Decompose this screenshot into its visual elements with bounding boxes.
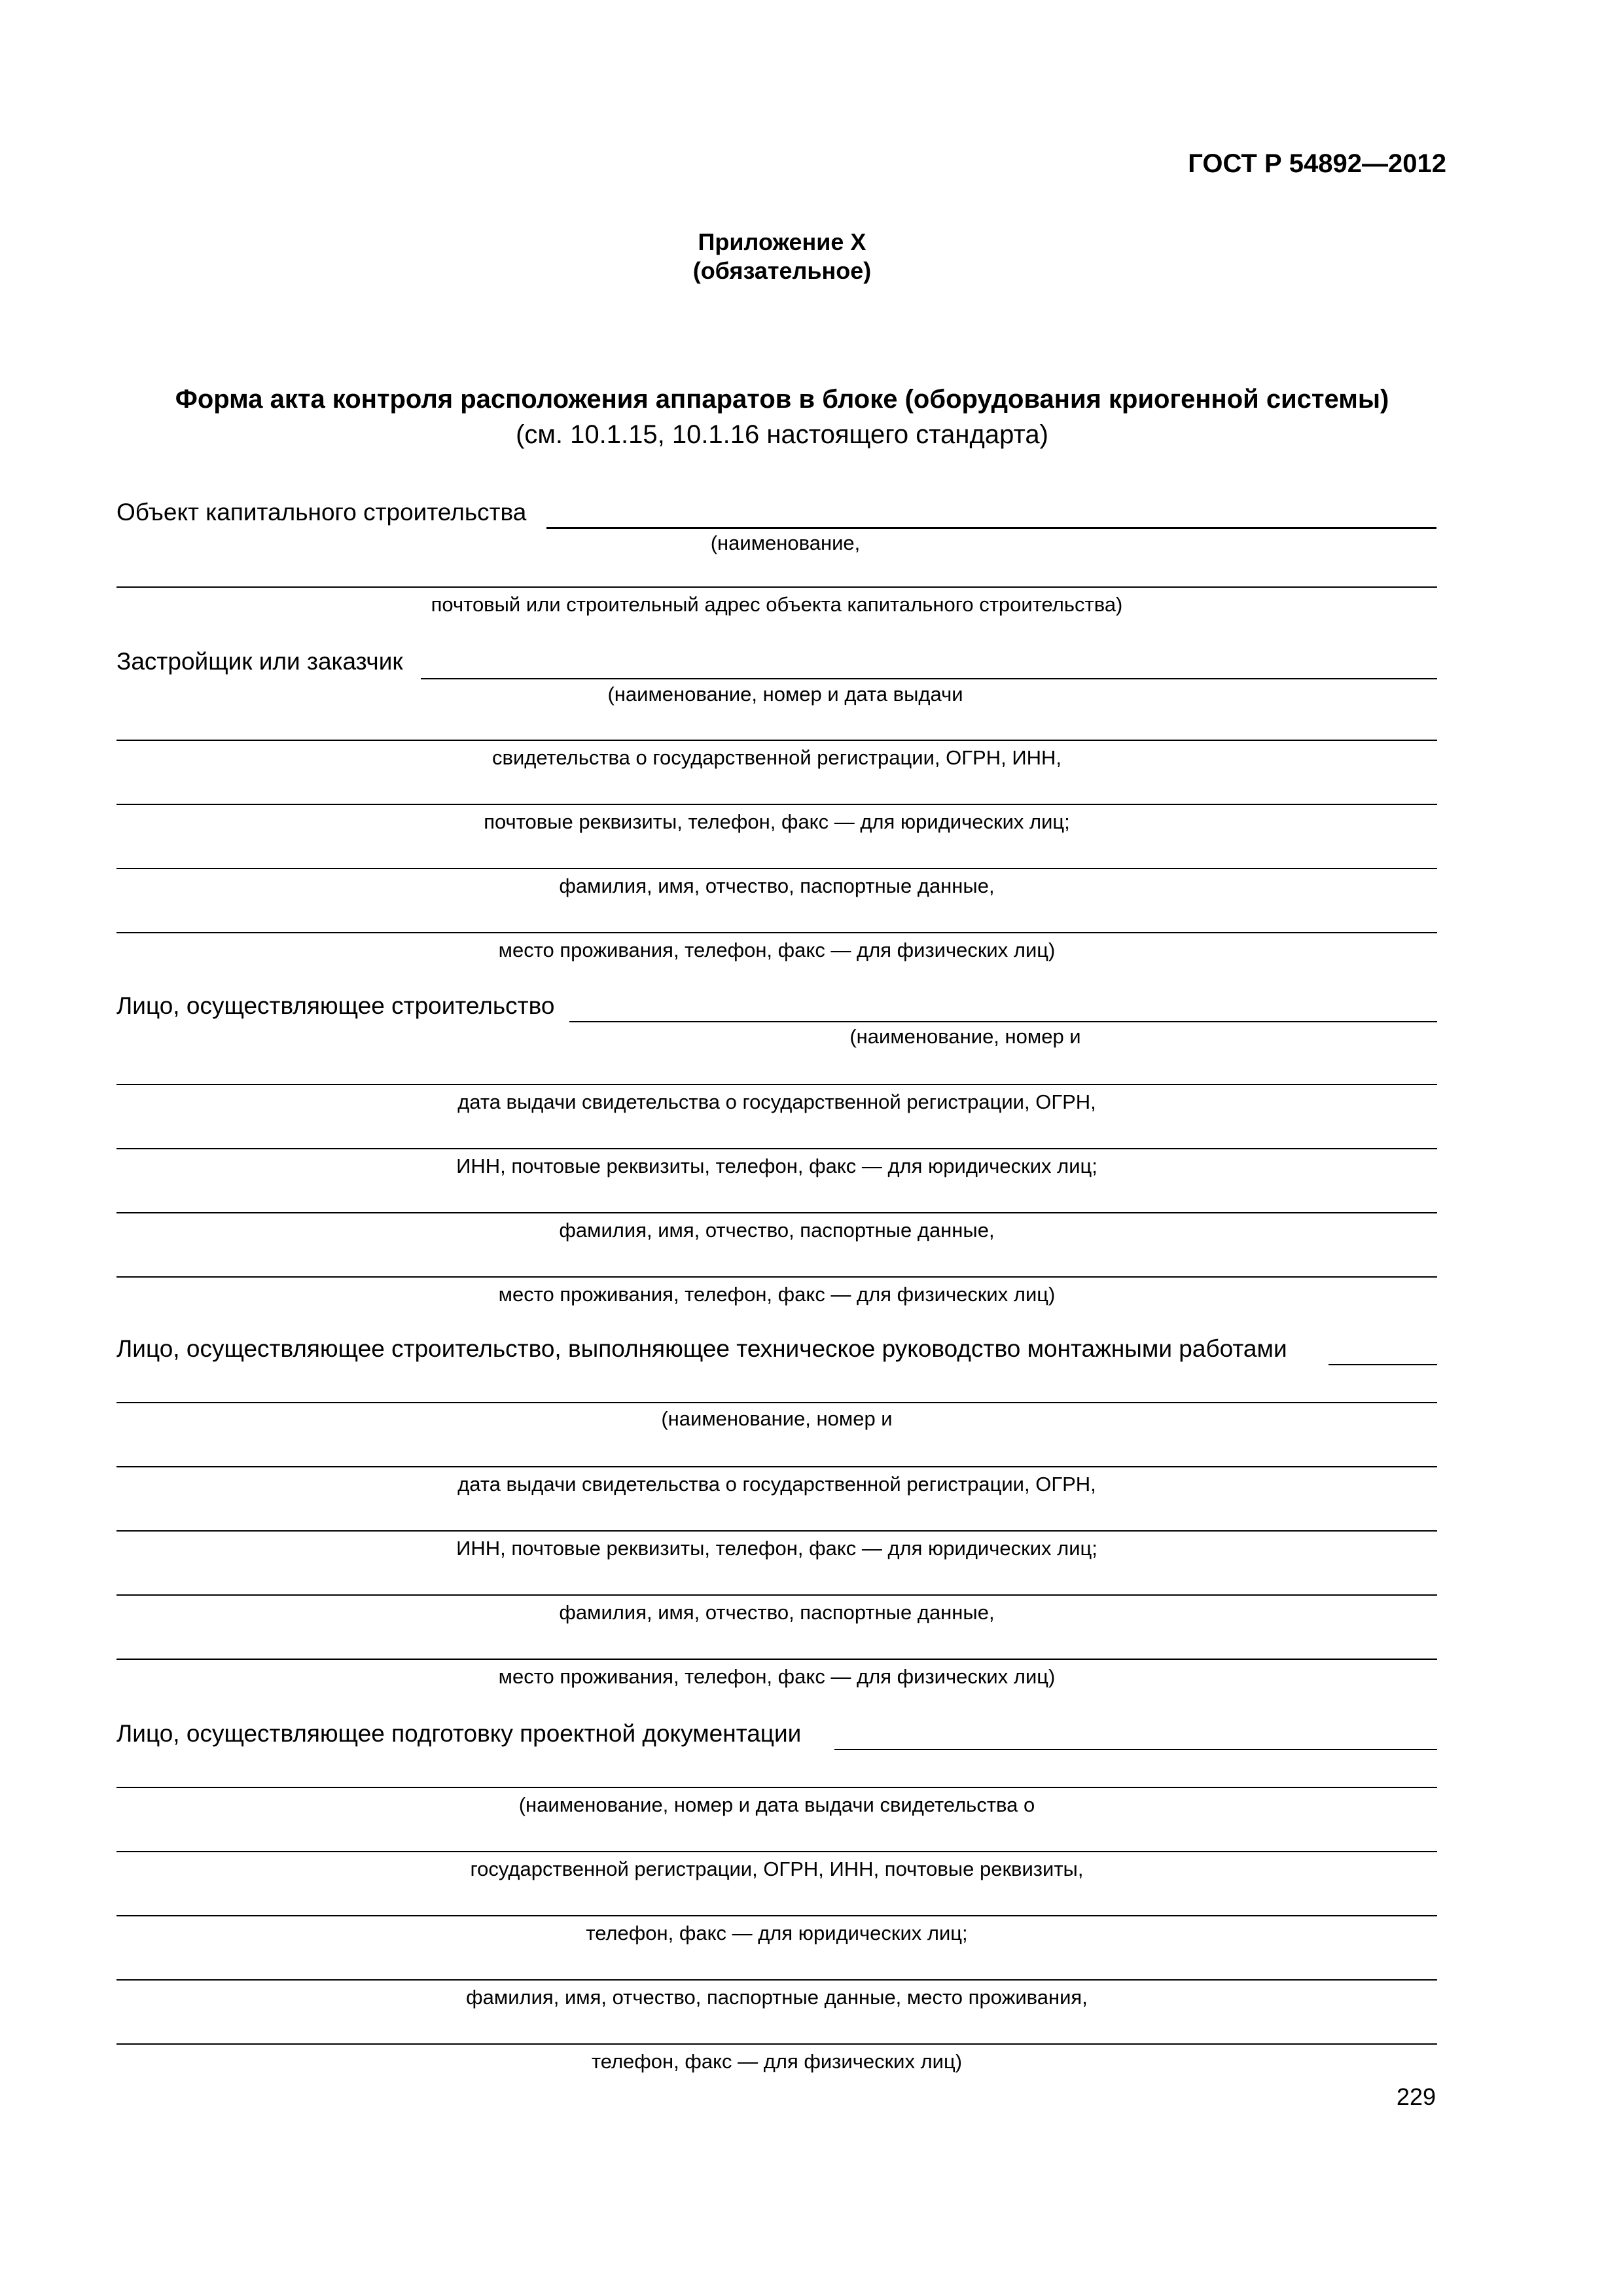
developer-caption-4: фамилия, имя, отчество, паспортные данные, [559, 874, 995, 897]
appendix-status: (обязательное) [692, 257, 872, 284]
builder-input-line-4[interactable] [116, 1212, 1437, 1213]
supervisor-input-line-6[interactable] [116, 1659, 1437, 1660]
object-caption-1: (наименование, [710, 531, 861, 554]
form-subtitle: (см. 10.1.15, 10.1.16 настоящего стандарта) [516, 420, 1048, 449]
designer-caption-1: (наименование, номер и дата выдачи свидетельства о [518, 1793, 1035, 1816]
builder-input-line-2[interactable] [116, 1084, 1437, 1085]
designer-input-line-4[interactable] [116, 1915, 1437, 1916]
developer-caption-3: почтовые реквизиты, телефон, факс — для юридических лиц; [484, 810, 1070, 833]
designer-label: Лицо, осуществляющее подготовку проектной документации [116, 1720, 802, 1747]
supervisor-caption-2: дата выдачи свидетельства о государственной регистрации, ОГРН, [457, 1473, 1096, 1496]
supervisor-input-line[interactable] [1329, 1364, 1437, 1365]
builder-input-line-5[interactable] [116, 1276, 1437, 1278]
developer-caption-2: свидетельства о государственной регистрации, ОГРН, ИНН, [491, 746, 1062, 769]
developer-input-line-5[interactable] [116, 932, 1437, 933]
designer-input-line-2[interactable] [116, 1787, 1437, 1788]
designer-input-line[interactable] [834, 1749, 1437, 1750]
form-title: Форма акта контроля расположения аппаратов в блоке (оборудования криогенной системы) [175, 385, 1389, 414]
developer-input-line-3[interactable] [116, 804, 1437, 805]
developer-input-line-2[interactable] [116, 740, 1437, 741]
page-number: 229 [1396, 2083, 1436, 2110]
builder-label: Лицо, осуществляющее строительство [116, 992, 555, 1019]
supervisor-input-line-3[interactable] [116, 1466, 1437, 1467]
object-label: Объект капитального строительства [116, 499, 527, 526]
developer-caption-1: (наименование, номер и дата выдачи [607, 683, 963, 706]
developer-input-line-4[interactable] [116, 868, 1437, 869]
supervisor-input-line-4[interactable] [116, 1530, 1437, 1532]
standard-code: ГОСТ Р 54892—2012 [1188, 149, 1446, 178]
builder-caption-3: ИНН, почтовые реквизиты, телефон, факс — для юридических лиц; [456, 1155, 1097, 1177]
supervisor-caption-3: ИНН, почтовые реквизиты, телефон, факс — для юридических лиц; [456, 1537, 1097, 1560]
object-caption-2: почтовый или строительный адрес объекта капитального строительства) [431, 593, 1123, 616]
supervisor-input-line-2[interactable] [116, 1402, 1437, 1403]
developer-label: Застройщик или заказчик [116, 648, 403, 675]
appendix-title: Приложение Х [698, 228, 866, 255]
builder-input-line-3[interactable] [116, 1148, 1437, 1149]
builder-caption-1: (наименование, номер и [849, 1025, 1081, 1048]
supervisor-caption-1: (наименование, номер и [661, 1407, 893, 1430]
builder-caption-4: фамилия, имя, отчество, паспортные данные, [559, 1219, 995, 1242]
developer-input-line[interactable] [421, 678, 1437, 679]
builder-input-line[interactable] [569, 1021, 1437, 1022]
object-input-line-2[interactable] [116, 586, 1437, 588]
supervisor-label: Лицо, осуществляющее строительство, выполняющее техническое руководство монтажными работами [116, 1335, 1287, 1362]
designer-caption-5: телефон, факс — для физических лиц) [591, 2050, 963, 2073]
builder-caption-2: дата выдачи свидетельства о государственной регистрации, ОГРН, [457, 1090, 1096, 1113]
supervisor-caption-4: фамилия, имя, отчество, паспортные данные, [559, 1601, 995, 1624]
designer-caption-3: телефон, факс — для юридических лиц; [586, 1922, 968, 1945]
supervisor-caption-5: место проживания, телефон, факс — для физических лиц) [498, 1665, 1056, 1688]
builder-caption-5: место проживания, телефон, факс — для физических лиц) [498, 1283, 1056, 1306]
supervisor-input-line-5[interactable] [116, 1594, 1437, 1596]
designer-caption-4: фамилия, имя, отчество, паспортные данные, место проживания, [466, 1986, 1088, 2009]
developer-caption-5: место проживания, телефон, факс — для физических лиц) [498, 939, 1056, 961]
designer-input-line-3[interactable] [116, 1851, 1437, 1852]
designer-caption-2: государственной регистрации, ОГРН, ИНН, почтовые реквизиты, [470, 1857, 1084, 1880]
designer-input-line-6[interactable] [116, 2043, 1437, 2045]
object-input-line[interactable] [546, 527, 1436, 529]
designer-input-line-5[interactable] [116, 1979, 1437, 1981]
